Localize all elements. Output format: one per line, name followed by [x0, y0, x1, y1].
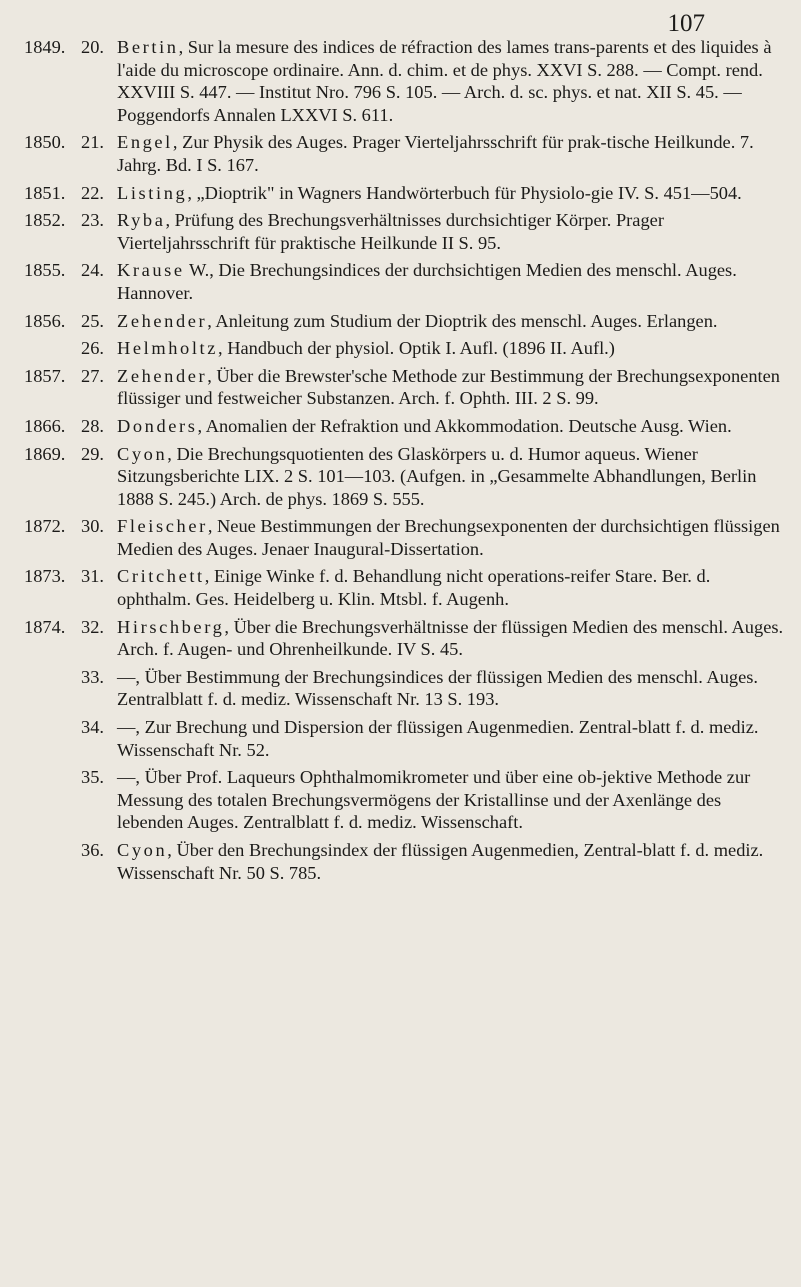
- bibliography-entry: [0, 565, 801, 610]
- bibliography-entry: [0, 365, 801, 410]
- entry-author: Ryba: [117, 210, 166, 231]
- entry-citation: W., Die Brechungsindices der durchsichtigen Medien des menschl. Auges. Hannover.: [117, 260, 737, 303]
- entry-author: Cyon: [117, 443, 168, 464]
- entry-citation: , Über die Brechungsverhältnisse der flüssigen Medien des menschl. Auges. Arch. f. Augen- und Ohrenheilkunde. IV S. 45.: [117, 616, 784, 660]
- entry-year: 1869.: [24, 443, 66, 464]
- entry-number: 24.: [81, 260, 104, 281]
- bibliography-entry: [0, 443, 801, 511]
- page-number: 107: [667, 10, 705, 37]
- entry-year: 1873.: [24, 566, 66, 587]
- entry-text: [117, 310, 785, 333]
- entry-text: [117, 515, 785, 560]
- bibliography-entry: [0, 131, 801, 176]
- entry-text: [117, 365, 785, 410]
- entry-text: [117, 36, 785, 126]
- entry-author: Zehender: [117, 310, 208, 331]
- entry-number: 26.: [81, 338, 104, 359]
- entry-number: 31.: [81, 566, 104, 587]
- entry-author: Bertin: [117, 37, 179, 57]
- entry-author: Zehender: [117, 365, 208, 386]
- entry-number: 27.: [81, 365, 104, 386]
- entry-author: Critchett: [117, 566, 205, 587]
- entry-year: 1857.: [24, 365, 66, 386]
- bibliography-entry: [0, 839, 801, 884]
- entry-citation: , Handbuch der physiol. Optik I. Aufl. (1896 II. Aufl.): [218, 338, 615, 359]
- bibliography-list: [0, 36, 801, 889]
- entry-text: [117, 716, 785, 761]
- entry-year: 1852.: [24, 210, 66, 231]
- entry-text: [117, 839, 785, 884]
- entry-citation: , Prüfung des Brechungsverhältnisses durchsichtiger Körper. Prager Vierteljahrsschrift für praktische Heilkunde II S. 95.: [117, 210, 664, 253]
- entry-text: [117, 443, 785, 511]
- entry-number: 23.: [81, 210, 104, 231]
- entry-citation: , Anleitung zum Studium der Dioptrik des menschl. Auges. Erlangen.: [207, 310, 718, 331]
- entry-number: 21.: [81, 132, 104, 153]
- entry-number: 22.: [81, 182, 104, 203]
- entry-year: 1874.: [24, 616, 66, 637]
- entry-citation: —, Über Prof. Laqueurs Ophthalmomikrometer und über eine ob-jektive Methode zur Messung des totalen Brechungsvermögens der Kristallinse und der Axenlänge des lebenden Auges. Zentralblatt f. d. mediz. Wissenschaft.: [117, 767, 751, 833]
- entry-author: Listing: [117, 182, 188, 203]
- entry-citation: , Sur la mesure des indices de réfraction des lames trans-parents et des liquides à l'aide du microscope ordinaire. Ann. d. chim. et de phys. XXVI S. 288. — Compt. rend. XXVIII S. 447. — Institut Nro. 796 S. 105. — Arch. d. sc. phys. et nat. XII S. 45. — Poggendorfs Annalen LXXVI S. 611.: [117, 37, 772, 125]
- entry-author: Engel: [117, 132, 173, 153]
- entry-number: 29.: [81, 443, 104, 464]
- entry-year: 1849.: [24, 37, 66, 57]
- bibliography-entry: [0, 36, 801, 126]
- entry-author: Hirschberg: [117, 616, 225, 637]
- entry-number: 20.: [81, 37, 104, 57]
- entry-citation: , Einige Winke f. d. Behandlung nicht operations-reifer Stare. Ber. d. ophthalm. Ges. Heidelberg u. Klin. Mtsbl. f. Augenh.: [117, 566, 711, 610]
- entry-text: [117, 337, 785, 360]
- entry-text: [117, 131, 785, 176]
- entry-year: 1850.: [24, 132, 66, 153]
- entry-text: [117, 766, 785, 834]
- entry-text: [117, 616, 785, 661]
- entry-number: 32.: [81, 616, 104, 637]
- entry-year: 1872.: [24, 516, 66, 537]
- entry-citation: , Über den Brechungsindex der flüssigen Augenmedien, Zentral-blatt f. d. mediz. Wissenschaft Nr. 50 S. 785.: [117, 840, 764, 883]
- bibliography-entry: [0, 337, 801, 360]
- entry-text: [117, 182, 785, 205]
- entry-number: 35.: [81, 767, 104, 788]
- entry-citation: , „Dioptrik" in Wagners Handwörterbuch für Physiolo-gie IV. S. 451—504.: [187, 182, 742, 203]
- entry-text: [117, 209, 785, 254]
- entry-text: [117, 415, 785, 438]
- bibliography-entry: [0, 666, 801, 711]
- entry-citation: , Über die Brewster'sche Methode zur Bestimmung der Brechungsexponenten flüssiger und festweicher Substanzen. Arch. f. Ophth. III. 2 S. 99.: [117, 365, 780, 409]
- bibliography-entry: [0, 310, 801, 333]
- entry-year: 1851.: [24, 182, 66, 203]
- bibliography-entry: [0, 515, 801, 560]
- entry-year: 1866.: [24, 415, 66, 436]
- entry-citation: , Neue Bestimmungen der Brechungsexponenten der durchsichtigen flüssigen Medien des Auges. Jenaer Inaugural-Dissertation.: [117, 516, 780, 559]
- entry-author: Krause: [117, 260, 185, 281]
- entry-number: 34.: [81, 717, 104, 738]
- bibliography-entry: [0, 182, 801, 205]
- bibliography-entry: [0, 415, 801, 438]
- entry-text: [117, 259, 785, 304]
- entry-text: [117, 565, 785, 610]
- entry-citation: —, Zur Brechung und Dispersion der flüssigen Augenmedien. Zentral-blatt f. d. mediz. Wissenschaft Nr. 52.: [117, 717, 759, 760]
- entry-author: Helmholtz: [117, 338, 219, 359]
- entry-citation: , Zur Physik des Auges. Prager Vierteljahrsschrift für prak-tische Heilkunde. 7. Jahrg. Bd. I S. 167.: [117, 132, 754, 175]
- entry-citation: , Anomalien der Refraktion und Akkommodation. Deutsche Ausg. Wien.: [197, 415, 732, 436]
- bibliography-entry: [0, 616, 801, 661]
- bibliography-entry: [0, 209, 801, 254]
- entry-year: 1856.: [24, 310, 66, 331]
- entry-number: 33.: [81, 666, 104, 687]
- bibliography-entry: [0, 259, 801, 304]
- entry-text: [117, 666, 785, 711]
- entry-citation: , Die Brechungsquotienten des Glaskörpers u. d. Humor aqueus. Wiener Sitzungsberichte LIX. 2 S. 101—103. (Aufgen. in „Gesammelte Abhandlungen, Berlin 1888 S. 245.) Arch. de phys. 1869 S. 555.: [117, 443, 757, 509]
- entry-number: 36.: [81, 840, 104, 860]
- entry-author: Donders: [117, 415, 198, 436]
- entry-number: 30.: [81, 516, 104, 537]
- entry-year: 1855.: [24, 260, 66, 281]
- entry-number: 25.: [81, 310, 104, 331]
- entry-citation: —, Über Bestimmung der Brechungsindices der flüssigen Medien des menschl. Auges. Zentralblatt f. d. mediz. Wissenschaft Nr. 13 S. 193.: [117, 666, 758, 710]
- entry-author: Fleischer: [117, 516, 208, 537]
- entry-author: Cyon: [117, 840, 168, 860]
- entry-number: 28.: [81, 415, 104, 436]
- bibliography-entry: [0, 766, 801, 834]
- bibliography-entry: [0, 716, 801, 761]
